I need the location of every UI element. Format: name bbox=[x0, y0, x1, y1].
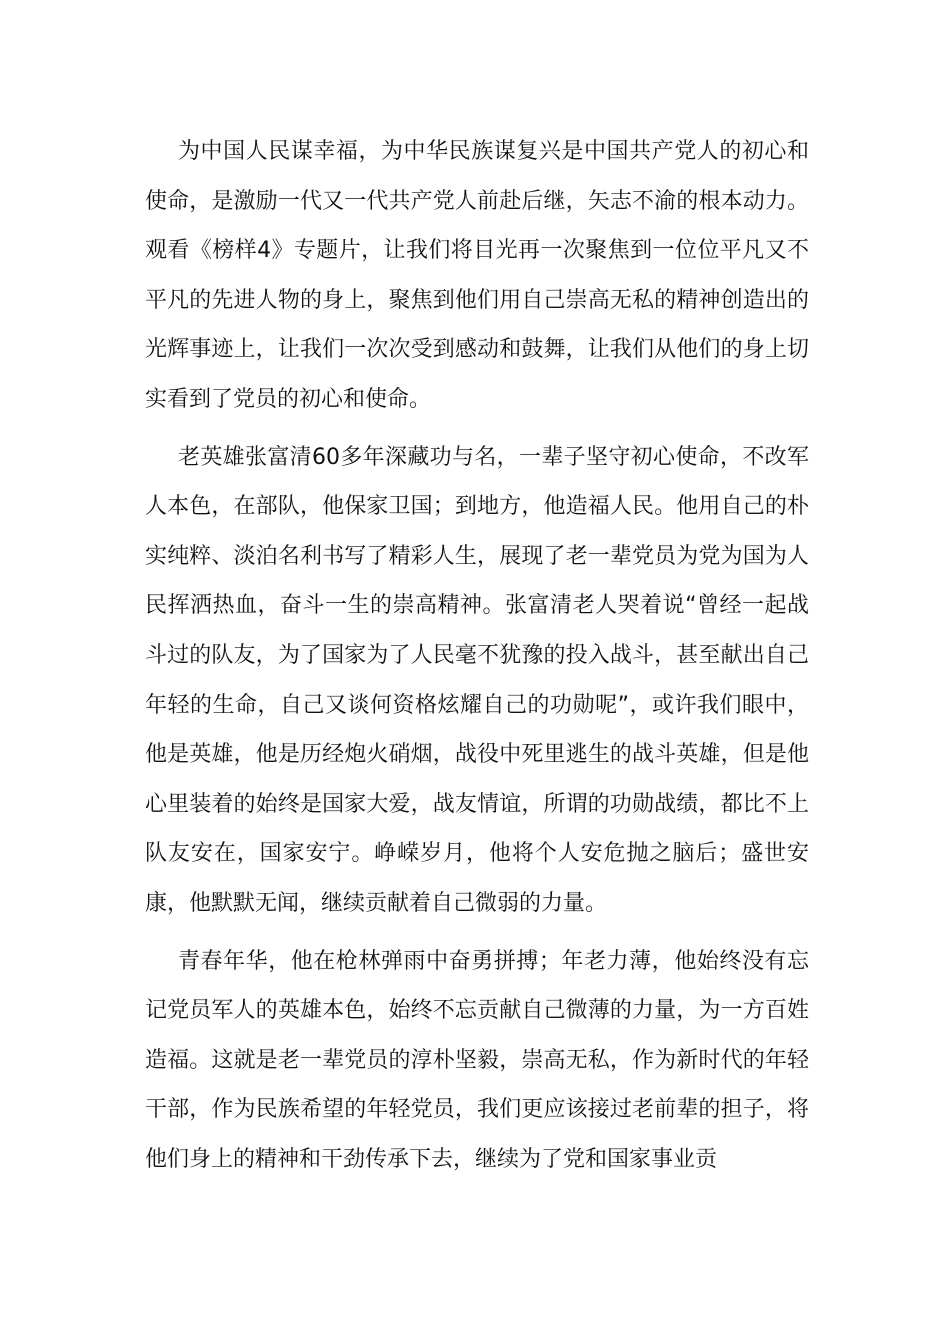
paragraph-2: 老英雄张富清60多年深藏功与名，一辈子坚守初心使命，不改军人本色，在部队，他保家卫国；到地方，他造福人民。他用自己的朴实纯粹、淡泊名利书写了精彩人生，展现了老一辈党员为党为国为人民挥洒热血，奋斗一生的崇高精神。张富清老人哭着说“曾经一起战斗过的队友，为了国家为了人民毫不犹豫的投入战斗，甚至献出自己年轻的生命，自己又谈何资格炫耀自己的功勋呢”，或许我们眼中，他是英雄，他是历经炮火硝烟，战役中死里逃生的战斗英雄，但是他心里装着的始终是国家大爱，战友情谊，所谓的功勋战绩，都比不上队友安在，国家安宁。峥嵘岁月，他将个人安危抛之脑后；盛世安康，他默默无闻，继续贡献着自己微弱的力量。 bbox=[145, 444, 809, 916]
paragraph-3: 青春年华，他在枪林弹雨中奋勇拼搏；年老力薄，他始终没有忘记党员军人的英雄本色，始终不忘贡献自己微薄的力量，为一方百姓造福。这就是老一辈党员的淳朴坚毅，崇高无私，作为新时代的年轻干部，作为民族希望的年轻党员，我们更应该接过老前辈的担子，将他们身上的精神和干劲传承下去，继续为了党和国家事业贡 bbox=[145, 948, 809, 1172]
document-body bbox=[145, 127, 809, 1184]
paragraph-1: 为中国人民谋幸福，为中华民族谋复兴是中国共产党人的初心和使命，是激励一代又一代共产党人前赴后继，矢志不渝的根本动力。观看《榜样4》专题片，让我们将目光再一次聚焦到一位位平凡又不平凡的先进人物的身上，聚焦到他们用自己崇高无私的精神创造出的光辉事迹上，让我们一次次受到感动和鼓舞，让我们从他们的身上切实看到了党员的初心和使命。 bbox=[145, 139, 809, 412]
